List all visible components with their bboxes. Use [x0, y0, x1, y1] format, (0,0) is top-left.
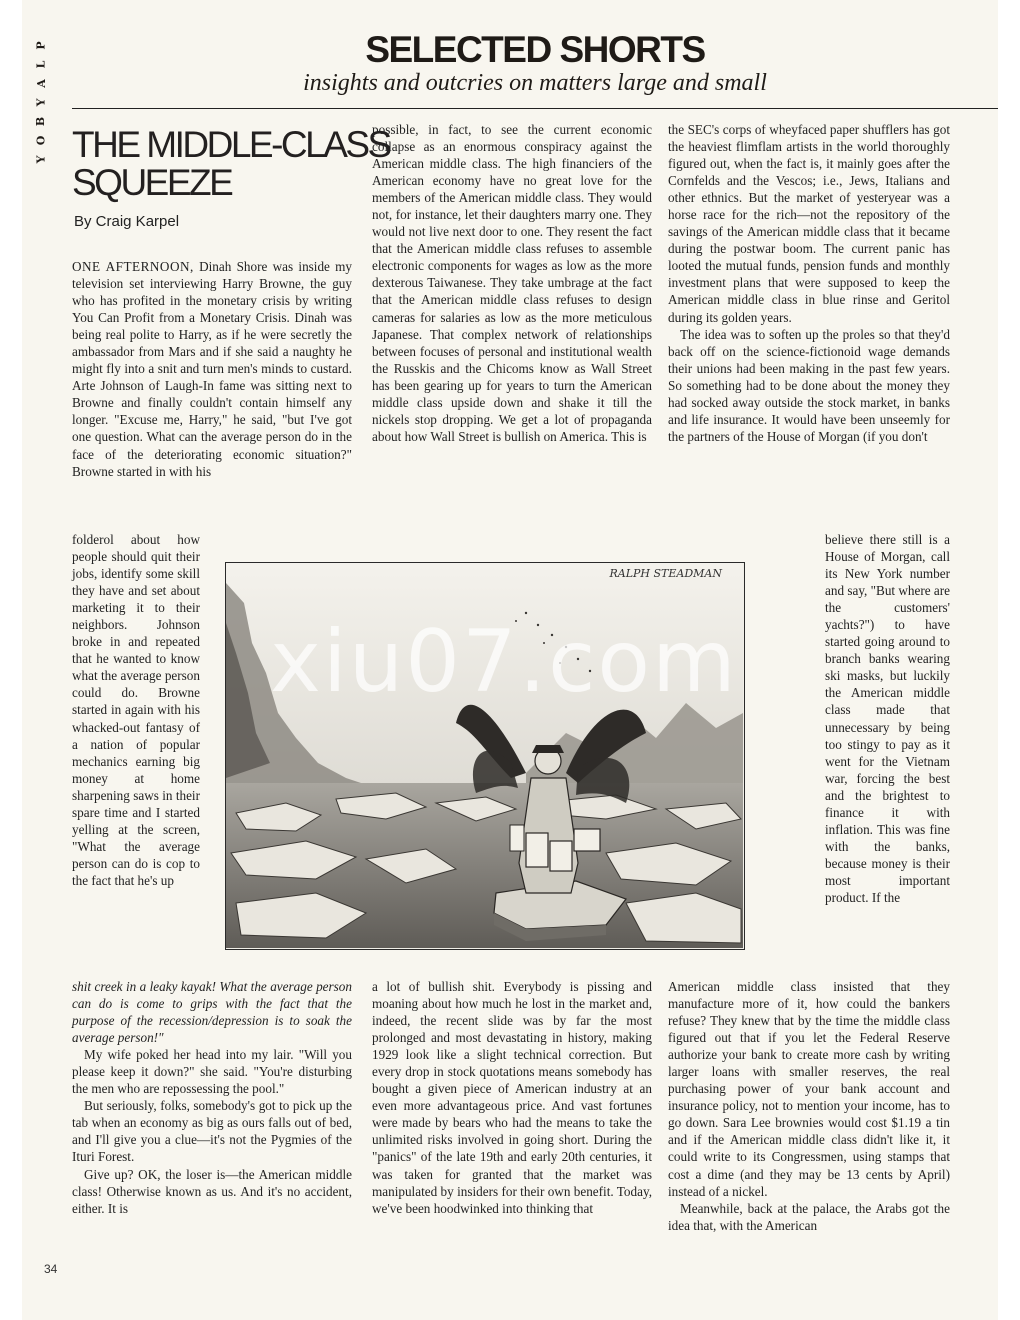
paragraph: The idea was to soften up the proles so that they'd back off on the science-fictionoid wage demands their unions had been making in the past few years. So something had to be done about the money they had socked away outside the stock market, in banks and life insurance. It would have been unseemly for the partners of the House of Morgan (if you don't	[668, 326, 950, 444]
illustration	[225, 562, 745, 950]
column-1-top	[72, 258, 352, 480]
spine-letter: O	[34, 135, 48, 146]
article-title-line-2: SQUEEZE	[72, 162, 232, 203]
column-1-narrow	[72, 531, 200, 889]
paragraph	[72, 258, 352, 480]
paragraph: the SEC's corps of wheyfaced paper shufflers has got the heaviest flimflam artists in the world thoroughly figured out, when the fact is, it mainly goes after the Cornfelds and the Vescos; i.e., Jews, Italians and other ethnics. But the market of yesteryear was a horse race for the rich—not the repository of the savings of the American middle class that it became during the postwar boom. The current panic has looted the mutual funds, pension funds and monthly investment plans that were supposed to keep the American middle class in blue rinse and Geritol during its golden years.	[668, 122, 950, 325]
paragraph: Give up? OK, the loser is—the American middle class! Otherwise known as us. And it's no accident, either. It is	[72, 1166, 352, 1216]
column-3-narrow	[825, 531, 950, 906]
spine-letter: P	[34, 41, 48, 50]
paragraph: My wife poked her head into my lair. "Will you please keep it down?" she said. "You're disturbing the men who are repossessing the pool."	[72, 1047, 352, 1097]
spine-letter: A	[34, 79, 48, 88]
section-title: SELECTED SHORTS	[365, 29, 705, 70]
page-number: 34	[44, 1262, 58, 1276]
article-title-line-1: THE MIDDLE-CLASS	[72, 124, 390, 165]
article-title	[72, 126, 392, 202]
paragraph-text: Dinah Shore was inside my television set interviewing Harry Browne, the guy who has profited in the monetary crisis by writing You Can Profit from a Monetary Crisis. Dinah was being real polite to Harry, as if he were secretly the ambassador from Mars and if she said a naughty he might fly into a snit and turn men's minds to custard. Arte Johnson of Laugh-In fame was sitting next to Browne and finally couldn't contain himself any longer. "Excuse me, Harry," he said, "but I've got one question. What can the average person do in the face of the deteriorating economic situation?" Browne started in with his	[72, 259, 353, 479]
column-3-top	[668, 121, 950, 445]
paragraph: shit creek in a leaky kayak! What the average person can do is come to grips with the fact that the purpose of the recession/depression is to soak the average person!"	[72, 979, 352, 1046]
spine-label	[30, 36, 52, 169]
paragraph: possible, in fact, to see the current economic collapse as an enormous conspiracy against the American middle class. The high financiers of the American economy have no great love for the members of the American middle class. They would not, for instance, let their daughters marry one. They would not live next door to one. They resent the fact that the American middle class refuses to assemble electronic components for wages as low as the more dexterous Taiwanese. They take umbrage at the fact that the American middle class refuses to design cameras for salaries as low as the more meticulous Japanese. That complex network of relationships between focuses of personal and institutional wealth the Russkis and the Chicoms know as Wall Street has been gearing up for years to turn the American middle class upside down and shake it till the nickels stop dropping. We get a lot of propaganda about how Wall Street is bullish on America. This is	[372, 122, 652, 444]
artist-signature: RALPH STEADMAN	[609, 567, 722, 580]
paragraph: folderol about how people should quit their jobs, identify some skill they have and set about marketing it to their neighbors. Johnson broke in and repeated that he wanted to know what the average person could do. Browne started in again with his whacked-out fantasy of a nation of popular mechanics earning big money at home sharpening saws in their spare time and I started yelling at the screen, "What the average person can do is cop to the fact that he's up	[72, 532, 200, 888]
paragraph: But seriously, folks, somebody's got to pick up the tab when an economy as big as ours falls out of bed, and I'll give you a clue—it's not the Pygmies of the Ituri Forest.	[72, 1098, 352, 1165]
spine-letter: Y	[34, 155, 48, 164]
lead-in: ONE AFTERNOON,	[72, 259, 194, 274]
spine-letter: B	[34, 116, 48, 127]
ice-floe-drawing	[226, 563, 743, 948]
section-subtitle: insights and outcries on matters large and small	[303, 70, 767, 96]
spine-letter: Y	[34, 98, 48, 107]
column-3-bottom	[668, 978, 950, 1234]
column-2-top	[372, 121, 652, 445]
magazine-page	[22, 0, 998, 1320]
column-2-bottom	[372, 978, 652, 1217]
paragraph: American middle class insisted that they manufacture more of it, how could the bankers refuse? They knew that by the time the middle class figured out that if you let the Federal Reserve authorize your bank to create more cash by writing larger loans with smaller reserves, the real purchasing power of your bank account and insurance policy, not to mention your income, has to go down. Sara Lee brownies would cost $1.19 a tin and if the American middle class didn't like it, it could write to its Congressmen, using stamps that cost a dime (and they may be 13 cents by April) instead of a nickel.	[668, 979, 950, 1199]
column-1-bottom	[72, 978, 352, 1217]
paragraph: a lot of bullish shit. Everybody is pissing and moaning about how much he lost in the market and, indeed, the recent slide was by far the most prolonged and most devastating in history, making 1929 look like a slight technical correction. But every drop in stock quotations means somebody has bought a given piece of American industry at an even more advantageous price. And vast fortunes were made by bears who had the means to take the unlimited risks involved in going short. During the "panics" of the late 19th and early 20th centuries, it was taken for granted that the market was manipulated by insiders for their own benefit. Today, we've been hoodwinked into thinking that	[372, 979, 652, 1216]
byline: By Craig Karpel	[74, 213, 180, 230]
watermark: xiu07.com	[270, 612, 738, 712]
paragraph: Meanwhile, back at the palace, the Arabs got the idea that, with the American	[668, 1200, 950, 1233]
spine-letter: L	[34, 60, 48, 69]
header-rule	[72, 108, 998, 109]
paragraph: believe there still is a House of Morgan, call its New York number and say, "But where are the customers' yachts?") to have started going around to branch banks wearing ski masks, but luckily the American middle class made that unnecessary by being too stingy to pay as it went for the Vietnam war, forcing the best and the brightest to finance it with inflation. This was fine with the banks, because money is their most important product. If the	[825, 532, 950, 905]
